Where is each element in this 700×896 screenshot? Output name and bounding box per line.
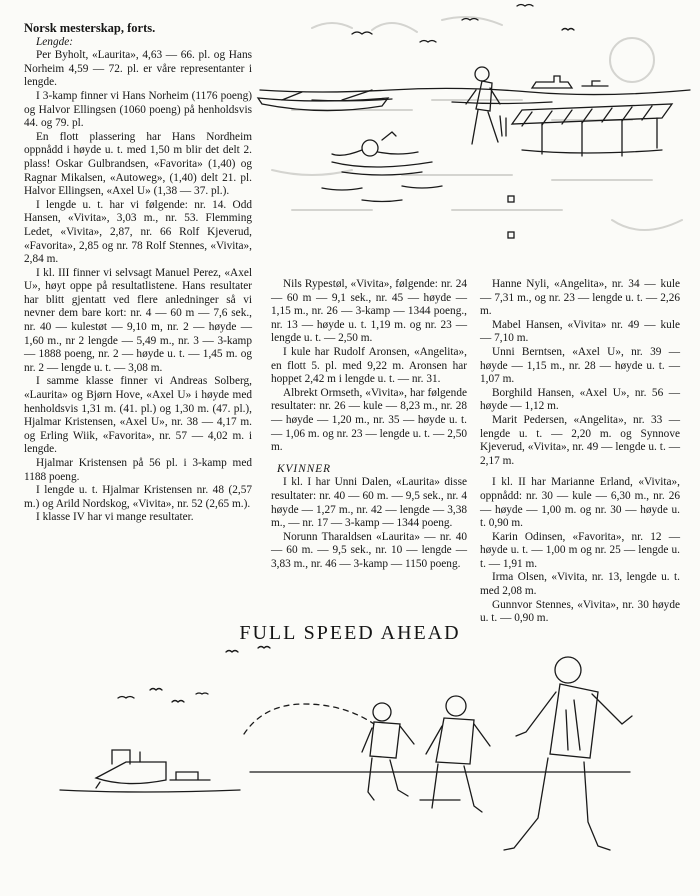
- paragraph: Norunn Tharaldsen «Laurita» — nr. 40 — 60 m. — 9,5 sek., nr. 10 — lengde — 3,83 m., nr. 46 — 3-kamp — 1150 poeng.: [271, 530, 467, 570]
- paragraph: Nils Rypestøl, «Vivita», følgende: nr. 24 — 60 m — 9,1 sek., nr. 45 — høyde — 1,15 m., nr. 26 — 3-kamp — 1344 poeng., nr. 13 — høyde u. t. 1,19 m. og nr. 23 — lengde u. t. — 2,50 m.: [271, 278, 467, 345]
- paragraph: Karin Odinsen, «Favorita», nr. 12 — høyde u. t. — 1,00 m og nr. 25 — lengde u. t. — 1,91 m.: [480, 530, 680, 570]
- paragraph: I klasse IV har vi mange resultater.: [36, 511, 194, 524]
- paragraph: Per Byholt, «Laurita», 4,63 — 66. pl. og Hans Norheim 4,59 — 72. pl. er våre representanter i lengde.: [24, 49, 252, 89]
- article-column-1: [24, 22, 252, 525]
- runners-ship-sketch-icon: [0, 640, 700, 896]
- paragraph: Hanne Nyli, «Angelita», nr. 34 — kule — 7,31 m., og nr. 23 — lengde u. t. — 2,26 m.: [480, 278, 680, 318]
- paragraph: Unni Berntsen, «Axel U», nr. 39 — høyde — 1,15 m., nr. 28 — høyde u. t. — 1,07 m.: [480, 345, 680, 386]
- section-heading: KVINNER: [277, 462, 332, 475]
- paragraph: I kl. I har Unni Dalen, «Laurita» disse resultater: nr. 40 — 60 m. — 9,5 sek., nr. 4 høyde — 1,27 m., nr. 42 — lengde — 3,38 m., — nr. 17 — 3-kamp — 1344 poeng.: [271, 476, 467, 530]
- paragraph: I samme klasse finner vi Andreas Solberg, «Laurita» og Bjørn Hove, «Axel U» i høyde med henholdsvis 1,31 m. (41. pl.) og 1,30 m. (47. pl.), Hjalmar Kristensen, «Axel U», nr. 38 — 4,17 m. og Erling Wiik, «Favorita», nr. 57 — 4,02 m. i lengde.: [24, 375, 252, 456]
- paragraph: Albrekt Ormseth, «Vivita», har følgende resultater: nr. 26 — kule — 8,23 m., nr. 28 — høyde — 1,20 m., nr. 35 — høyde u. t. — 1,06 m. og nr. 23 — lengde u. t. — 2,50 m.: [271, 386, 467, 454]
- paragraph: I kule har Rudolf Aronsen, «Angelita», en flott 5. pl. med 9,22 m. Aronsen har hoppet 2,42 m i lengde u. t. — nr. 31.: [271, 345, 467, 386]
- paragraph: I kl. II har Marianne Erland, «Vivita», oppnådd: nr. 30 — kule — 6,30 m., nr. 26 — høyde — 1,00 m. og nr. 30 — høyde u. t. 0,90 m.: [480, 476, 680, 530]
- article-heading: Norsk mesterskap, forts.: [24, 21, 156, 35]
- paragraph: I kl. III finner vi selvsagt Manuel Perez, «Axel U», høyt oppe på resultatlistene. Hans resultater har blitt gjentatt ved flere anledninger så vi nevner dem bare kort: nr. 4 — 60 m — 7,6 sek., nr. 40 — kulestøt — 9,10 m, nr. 2 — høyde — 1,60 m., nr 2 lengde — 5,49 m., nr. 3 — 3-kamp — 1888 poeng, nr. 2 — høyde u. t. — 1,45 m. og nr. 2 — lengde u. t. — 3,08 m.: [24, 266, 252, 374]
- paragraph: Borghild Hansen, «Axel U», nr. 56 — høyde — 1,12 m.: [480, 386, 680, 413]
- article-subheading: Lengde:: [36, 35, 74, 48]
- swimmer-dock-sketch-icon: [252, 0, 700, 272]
- paragraph: En flott plassering har Hans Nordheim oppnådd i høyde u. t. med 1,50 m blir det delt 2. plass! Oskar Gulbrandsen, «Favorita» (1,40) og Ragnar Mikalsen, «Autoweg», (1,40) delt 21. pl. Halvor Ellingsen, «Axel U» (1,38 — 37. pl.).: [24, 130, 252, 198]
- paragraph: Marit Pedersen, «Angelita», nr. 33 — lengde u. t. — 2,20 m. og Synnove Kjeverud, «Vivita», nr. 49 — lengde u. t. — 2,17 m.: [480, 413, 680, 467]
- article-column-3: [480, 278, 680, 626]
- paragraph: Mabel Hansen, «Vivita» nr. 49 — kule — 7,10 m.: [480, 318, 680, 345]
- page-title: FULL SPEED AHEAD: [239, 622, 461, 644]
- paragraph: I 3-kamp finner vi Hans Norheim (1176 poeng) og Halvor Ellingsen (1060 poeng) på henholdsvis 44. og 79. pl.: [24, 89, 252, 130]
- article-column-2: [271, 278, 467, 571]
- paragraph: Hjalmar Kristensen på 56 pl. i 3-kamp med 1188 poeng.: [24, 457, 252, 483]
- paragraph: Irma Olsen, «Vivita, nr. 13, lengde u. t. med 2,08 m.: [480, 571, 680, 598]
- paragraph: I lengde u. t. Hjalmar Kristensen nr. 48 (2,57 m.) og Arild Nordskog, «Vivita», nr. 52 (2,65 m.).: [24, 484, 252, 510]
- paragraph: I lengde u. t. har vi følgende: nr. 14. Odd Hansen, «Vivita», 3,03 m., nr. 53. Flemming Ledet, «Vivita», 2,87, nr. 66 Rolf Kjeverud, «Favorita», 2,85 og nr. 78 Rolf Stennes, «Vivita», 2,84 m.: [24, 198, 252, 266]
- paragraph: Gunnvor Stennes, «Vivita», nr. 30 høyde u. t. — 0,90 m.: [480, 598, 680, 625]
